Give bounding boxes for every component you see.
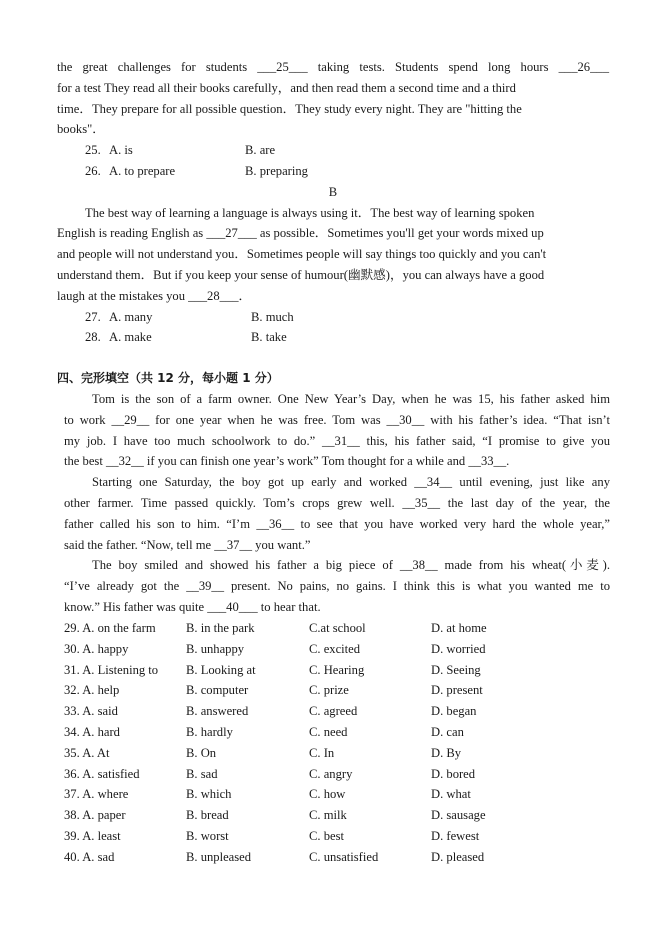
option-b: B. preparing (245, 163, 308, 178)
passage-line: know.” His father was quite ___40___ to hear that. (64, 599, 321, 614)
option-a: A. many (109, 309, 153, 324)
option-d: D. fewest (431, 828, 480, 843)
passage-line: The best way of learning a language is always using it．The best way of learning spoken (85, 205, 535, 220)
option-a: 35. A. At (64, 745, 110, 760)
option-c: C. agreed (309, 704, 358, 719)
option-d: D. what (431, 787, 471, 802)
passage-line: English is reading English as ___27___ as possible．Sometimes you'll get your words mixed up (57, 226, 544, 241)
option-c: C. Hearing (309, 662, 365, 677)
option-d: D. at home (431, 621, 487, 635)
option-a: A. to prepare (109, 163, 176, 178)
option-a: 32. A. help (64, 683, 120, 698)
option-c: C. best (309, 828, 344, 843)
option-a: 30. A. happy (64, 641, 129, 656)
option-d: D. Seeing (431, 662, 481, 677)
question-33 (57, 701, 609, 722)
passage-line: understand them．But if you keep your sense of humour(幽默感)，you can always have a good (57, 267, 545, 282)
option-b: B. computer (186, 683, 249, 698)
passage-line: books"． (57, 122, 105, 137)
option-c: C. In (309, 745, 335, 760)
option-a: 40. A. sad (64, 849, 115, 864)
option-c: C. unsatisfied (309, 849, 379, 864)
option-b: B. bread (186, 808, 229, 823)
passage-line: to work __29__ for one year when he was free. Tom was __30__ with his father’s idea. “That isn’t (64, 412, 610, 427)
question-25 (57, 140, 609, 161)
passage-line: “I’ve already got the __39__ present. No pains, no gains. I think this is what you wanted me to (64, 579, 610, 594)
question-number: 25. (85, 143, 101, 158)
question-29 (57, 618, 609, 639)
option-b: B. unpleased (186, 849, 252, 864)
question-39 (57, 826, 609, 847)
option-d: D. pleased (431, 849, 485, 864)
option-a: 39. A. least (64, 828, 121, 843)
option-b: B. Looking at (186, 662, 256, 677)
option-a: 29. A. on the farm (64, 621, 156, 635)
section-heading: 四、完形填空（共 12 分，每小题 1 分） (57, 371, 279, 385)
question-36 (57, 764, 609, 785)
option-d: D. began (431, 704, 477, 719)
option-a: 37. A. where (64, 787, 129, 802)
cloze-passage (64, 389, 610, 618)
question-32 (57, 680, 609, 701)
passage-a (57, 57, 609, 348)
question-38 (57, 805, 609, 826)
option-d: D. By (431, 745, 462, 760)
question-number: 26. (85, 163, 101, 178)
passage-line: my job. I have too much schoolwork to do.” __31__ this, his father said, “I promise to give you (64, 433, 610, 448)
option-a: 31. A. Listening to (64, 662, 159, 677)
passage-line: and people will not understand you．Sometimes people will say things too quickly and you can't (57, 247, 547, 262)
option-d: D. can (431, 724, 464, 739)
option-b: B. hardly (186, 724, 233, 739)
passage-line: the best __32__ if you can finish one year’s work” Tom thought for a while and __33__. (64, 454, 510, 469)
option-b: B. are (245, 143, 276, 158)
option-b: B. On (186, 745, 217, 760)
question-30 (57, 639, 609, 660)
question-number: 27. (85, 309, 101, 324)
option-c: C. angry (309, 766, 353, 781)
passage-line: for a test They read all their books carefully，and then read them a second time and a third (57, 80, 516, 95)
question-28 (57, 327, 609, 348)
passage-line: Tom is the son of a farm owner. One New Year’s Day, when he was 15, his father asked him (92, 392, 610, 406)
question-37 (57, 784, 609, 805)
passage-line: said the father. “Now, tell me __37__ you want.” (64, 537, 311, 552)
passage-line: the great challenges for students ___25___ taking tests. Students spend long hours ___26___ (57, 60, 609, 74)
option-b: B. answered (186, 704, 249, 719)
option-b: B. take (251, 330, 287, 345)
section-label-b: B (328, 184, 338, 199)
option-d: D. present (431, 683, 483, 698)
option-b: B. which (186, 787, 232, 802)
passage-line: laugh at the mistakes you ___28___． (57, 288, 252, 303)
option-c: C. prize (309, 683, 349, 698)
option-d: D. sausage (431, 808, 486, 823)
question-27 (57, 307, 609, 328)
passage-line: time．They prepare for all possible question．They study every night. They are "hitting the (57, 101, 522, 116)
question-26 (57, 161, 609, 182)
option-b: B. worst (186, 828, 229, 843)
option-c: C. need (309, 724, 348, 739)
option-c: C. excited (309, 641, 361, 656)
option-a: A. is (109, 143, 133, 158)
passage-line: other farmer. Time passed quickly. Tom’s crops grew well. __35__ the last day of the year, the (64, 495, 610, 510)
option-a: A. make (109, 330, 152, 345)
option-b: B. sad (186, 766, 218, 781)
passage-line: The boy smiled and showed his father a big piece of __38__ made from his wheat(小麦). (92, 558, 610, 573)
option-b: B. much (251, 309, 294, 324)
option-b: B. in the park (186, 621, 255, 635)
option-a: 34. A. hard (64, 724, 120, 739)
option-d: D. bored (431, 766, 476, 781)
option-d: D. worried (431, 641, 486, 656)
option-b: B. unhappy (186, 641, 245, 656)
option-c: C. milk (309, 808, 347, 823)
passage-line: Starting one Saturday, the boy got up early and worked __34__ until evening, just like any (92, 475, 610, 490)
question-31 (57, 660, 609, 681)
option-c: C. how (309, 787, 346, 802)
option-a: 38. A. paper (64, 808, 126, 823)
question-34 (57, 722, 609, 743)
option-a: 33. A. said (64, 704, 118, 719)
question-35 (57, 743, 609, 764)
cloze-options (57, 618, 609, 868)
passage-line: father called his son to him. “I’m __36__ to see that you have worked very hard the whole year,” (64, 516, 610, 531)
option-a: 36. A. satisfied (64, 766, 140, 781)
question-40 (57, 847, 609, 868)
option-c: C.at school (309, 621, 366, 635)
question-number: 28. (85, 330, 101, 345)
